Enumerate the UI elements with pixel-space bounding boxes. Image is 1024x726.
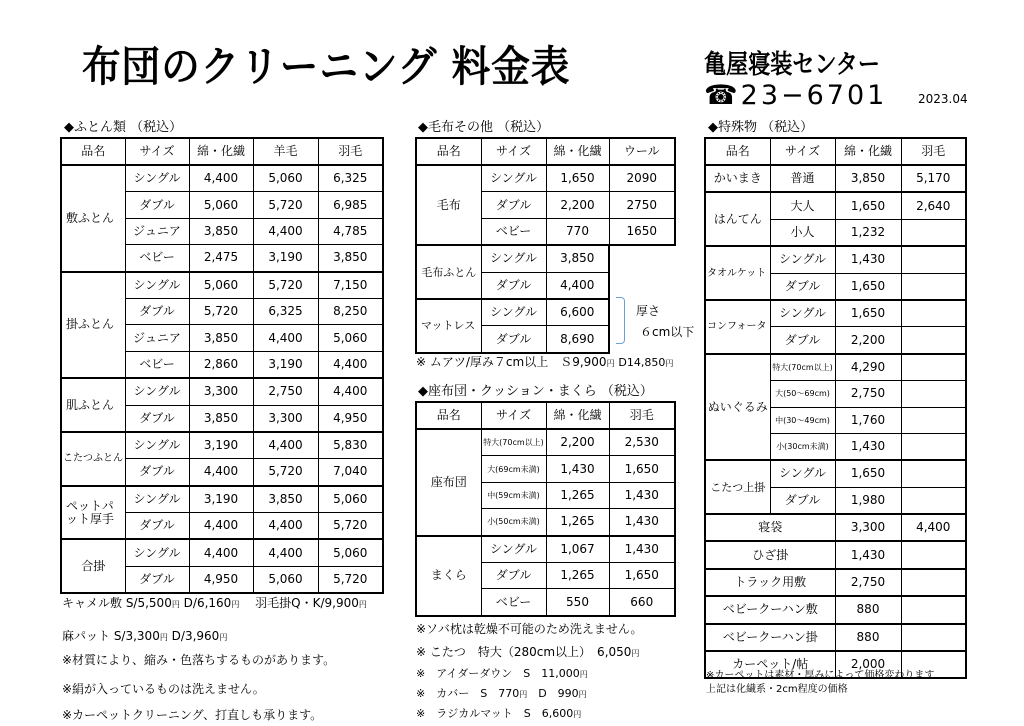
table-row <box>416 245 675 272</box>
price-cell: 2,200 <box>835 327 901 354</box>
table-row <box>61 539 383 566</box>
size-cell: ベビー <box>125 245 189 272</box>
price-cell: 4,785 <box>318 218 383 244</box>
item-name: 座布団 <box>416 429 481 536</box>
price-cell: 4,400 <box>189 165 253 192</box>
price-cell: 1,650 <box>835 460 901 487</box>
size-cell: 大人 <box>770 192 835 219</box>
item-name: ぬいぐるみ <box>705 354 770 461</box>
price-cell: 5,720 <box>318 566 383 593</box>
size-cell: シングル <box>125 486 189 513</box>
price-cell: 770 <box>546 218 609 245</box>
price-cell: 3,300 <box>835 514 901 541</box>
price-cell: 1650 <box>609 218 675 245</box>
size-cell: シングル <box>481 245 546 272</box>
size-cell: ダブル <box>125 192 189 218</box>
thickness-value: ６cm以下 <box>640 325 695 339</box>
header-cell: サイズ <box>481 138 546 165</box>
camel-note <box>62 594 367 611</box>
table-row <box>705 569 966 596</box>
price-cell: 3,300 <box>253 405 318 432</box>
zabuton-heading: ◆座布団・クッション・まくら （税込） <box>418 384 653 399</box>
size-cell: シングル <box>125 539 189 566</box>
header-cell: 羽毛 <box>609 402 675 429</box>
empty-cell <box>901 381 966 407</box>
header-cell: サイズ <box>481 402 546 429</box>
size-cell: 小(50cm未満) <box>481 509 546 536</box>
thickness-label: 厚さ <box>636 304 661 318</box>
price-cell: 3,850 <box>189 405 253 432</box>
price-cell: 3,850 <box>253 486 318 513</box>
table-header-row <box>61 138 383 165</box>
price-cell: 550 <box>546 589 609 616</box>
price-cell: 1,430 <box>609 482 675 508</box>
price-cell: 660 <box>609 589 675 616</box>
price-cell: 2,530 <box>609 429 675 456</box>
size-cell: シングル <box>481 536 546 563</box>
item-name: まくら <box>416 536 481 616</box>
empty-cell <box>901 246 966 273</box>
phone-number <box>704 80 887 111</box>
eiderdown-text: ※ アイダーダウン S 11,000 <box>416 667 580 680</box>
price-cell: 880 <box>835 596 901 623</box>
table-row <box>416 429 675 456</box>
price-cell: 1,430 <box>546 456 609 482</box>
cover-d: D 990 <box>538 687 579 700</box>
header-cell: サイズ <box>770 138 835 165</box>
size-cell: 大(50〜69cm) <box>770 381 835 407</box>
note-eiderdown <box>416 665 588 681</box>
price-cell: 5,720 <box>253 459 318 486</box>
size-cell: シングル <box>481 165 546 192</box>
price-cell <box>901 569 966 596</box>
table-row <box>61 486 383 513</box>
price-cell: 4,400 <box>253 513 318 540</box>
price-cell: 4,290 <box>835 354 901 381</box>
camel-d: D/6,160 <box>183 596 232 610</box>
price-cell: 1,650 <box>835 192 901 219</box>
table-row <box>705 514 966 541</box>
price-cell: 5,060 <box>318 539 383 566</box>
item-name: マットレス <box>416 299 481 353</box>
note-cover <box>416 685 587 701</box>
price-cell <box>901 624 966 651</box>
price-cell: 2,750 <box>835 381 901 407</box>
header-cell: ウール <box>609 138 675 165</box>
yen-mark: 円 <box>665 359 674 368</box>
price-cell: 2,000 <box>835 651 901 678</box>
price-cell <box>901 541 966 568</box>
item-name: 敷ふとん <box>61 165 125 272</box>
price-cell: 2750 <box>609 192 675 218</box>
price-cell: 1,430 <box>835 541 901 568</box>
table-row <box>705 192 966 219</box>
price-cell: 4,400 <box>253 325 318 351</box>
size-cell: シングル <box>481 299 546 326</box>
kotatsu-text: ※ こたつ 特大（280cm以上） 6,050 <box>416 645 632 659</box>
special-heading: ◆特殊物 （税込） <box>708 120 814 135</box>
yen-mark: 円 <box>171 600 180 609</box>
empty-cell <box>901 433 966 460</box>
price-cell: 5,060 <box>318 325 383 351</box>
table-header-row <box>416 138 675 165</box>
table-row <box>705 541 966 568</box>
price-cell: 1,650 <box>835 300 901 327</box>
table-row <box>705 354 966 381</box>
size-cell: ジュニア <box>125 218 189 244</box>
price-cell: 4,400 <box>318 351 383 378</box>
size-cell: ベビー <box>481 589 546 616</box>
price-cell: 2,860 <box>189 351 253 378</box>
price-cell <box>901 219 966 246</box>
price-cell: 1,265 <box>546 482 609 508</box>
price-cell: 5,720 <box>318 513 383 540</box>
hanemo-note: 羽毛掛Q・K/9,900 <box>255 596 359 610</box>
phone-text: 23−6701 <box>740 80 888 111</box>
table-header-row <box>416 402 675 429</box>
item-name: カーペット/帖 <box>705 651 835 678</box>
price-cell: 4,400 <box>546 272 609 299</box>
price-cell: 2,640 <box>901 192 966 219</box>
note-kotatsu <box>416 643 639 660</box>
radical-text: ※ ラジカルマット S 6,600 <box>416 707 574 720</box>
carpet-note-2: 上記は化繊系・2cm程度の価格 <box>706 684 848 695</box>
camel-s: キャメル敷 S/5,500 <box>62 596 172 610</box>
table-header-row <box>705 138 966 165</box>
price-cell: 1,265 <box>546 509 609 536</box>
size-cell: 小人 <box>770 219 835 246</box>
yen-mark: 円 <box>519 690 528 699</box>
size-cell: ダブル <box>125 298 189 324</box>
price-cell: 8,690 <box>546 326 609 353</box>
price-cell: 4,400 <box>253 432 318 459</box>
price-cell: 1,067 <box>546 536 609 563</box>
mouton-note <box>416 353 673 370</box>
table-row <box>61 432 383 459</box>
blanket-heading: ◆毛布その他 （税込） <box>418 120 550 135</box>
price-cell <box>901 596 966 623</box>
price-cell: 1,650 <box>835 273 901 300</box>
price-cell: 3,850 <box>318 245 383 272</box>
item-name: ベビークーハン敷 <box>705 596 835 623</box>
item-name: かいまき <box>705 165 770 192</box>
price-cell: 6,325 <box>318 165 383 192</box>
asa-note <box>62 627 227 644</box>
note-shrink: ※材質により、縮み・色落ちするものがあります。 <box>62 653 336 667</box>
item-name: トラック用敷 <box>705 569 835 596</box>
yen-mark: 円 <box>606 359 615 368</box>
note-soba: ※ソバ枕は乾燥不可能のため洗えません。 <box>416 622 643 636</box>
size-cell: 特大(70cm以上) <box>770 354 835 381</box>
price-cell: 3,190 <box>189 432 253 459</box>
futon-heading: ◆ふとん類 （税込） <box>64 120 183 135</box>
price-cell: 3,190 <box>253 245 318 272</box>
table-row <box>705 596 966 623</box>
price-cell: 5,060 <box>253 566 318 593</box>
price-cell: 4,400 <box>318 378 383 405</box>
yen-mark: 円 <box>573 710 582 719</box>
size-cell: ダブル <box>770 487 835 514</box>
price-cell: 4,400 <box>901 514 966 541</box>
table-row <box>61 272 383 299</box>
price-cell: 3,850 <box>546 245 609 272</box>
item-name: こたつふとん <box>61 432 125 486</box>
table-row <box>61 165 383 192</box>
futon-price-table <box>60 137 384 594</box>
price-cell: 3,850 <box>189 218 253 244</box>
size-cell: シングル <box>125 378 189 405</box>
price-cell: 2,750 <box>253 378 318 405</box>
phone-icon: ☎ <box>704 80 741 111</box>
size-cell: ダブル <box>481 272 546 299</box>
table-row <box>61 378 383 405</box>
price-cell: 5,060 <box>253 165 318 192</box>
table-row <box>416 536 675 563</box>
yen-mark: 円 <box>631 649 640 658</box>
price-cell: 2,200 <box>546 192 609 218</box>
size-cell: シングル <box>770 460 835 487</box>
table-row <box>416 165 675 192</box>
empty-cell <box>901 407 966 433</box>
item-name: コンフォータ <box>705 300 770 354</box>
size-cell: シングル <box>125 165 189 192</box>
price-cell: 1,980 <box>835 487 901 514</box>
header-cell: サイズ <box>125 138 189 165</box>
item-name: 毛布 <box>416 165 481 245</box>
asa-s: 麻パット S/3,300 <box>62 629 160 643</box>
note-carpet: ※カーペットクリーニング、打直しも承ります。 <box>62 708 323 722</box>
price-cell: 4,950 <box>189 566 253 593</box>
table-row <box>705 624 966 651</box>
price-cell: 5,720 <box>253 192 318 218</box>
empty-cell <box>901 273 966 300</box>
header-cell: 品名 <box>705 138 770 165</box>
header-cell: 綿・化繊 <box>835 138 901 165</box>
size-cell: 小(30cm未満) <box>770 433 835 460</box>
price-cell: 1,650 <box>609 456 675 482</box>
size-cell: ベビー <box>481 218 546 245</box>
price-cell: 1,430 <box>835 246 901 273</box>
item-name: タオルケット <box>705 246 770 300</box>
price-cell: 2,200 <box>546 429 609 456</box>
zabuton-price-table <box>415 401 676 617</box>
item-name: 肌ふとん <box>61 378 125 432</box>
item-name: 毛布ふとん <box>416 245 481 299</box>
empty-cell <box>901 300 966 327</box>
size-cell: ジュニア <box>125 325 189 351</box>
price-cell: 4,950 <box>318 405 383 432</box>
price-cell: 7,150 <box>318 272 383 299</box>
price-cell: 7,040 <box>318 459 383 486</box>
header-cell: 綿・化繊 <box>546 138 609 165</box>
empty-cell <box>901 327 966 354</box>
size-cell: シングル <box>125 272 189 299</box>
asa-d: D/3,960 <box>171 629 220 643</box>
size-cell: ベビー <box>125 351 189 378</box>
price-cell: 5,060 <box>189 192 253 218</box>
item-name: 掛ふとん <box>61 272 125 379</box>
price-cell: 2090 <box>609 165 675 192</box>
price-cell: 3,190 <box>189 486 253 513</box>
yen-mark: 円 <box>219 633 228 642</box>
header-cell: 羽毛 <box>901 138 966 165</box>
size-cell: ダブル <box>481 562 546 588</box>
size-cell: シングル <box>770 300 835 327</box>
price-cell: 1,265 <box>546 562 609 588</box>
price-cell: 4,400 <box>189 539 253 566</box>
size-cell: 特大(70cm以上) <box>481 429 546 456</box>
price-cell: 3,190 <box>253 351 318 378</box>
price-cell: 6,985 <box>318 192 383 218</box>
size-cell: シングル <box>125 432 189 459</box>
size-cell: ダブル <box>125 566 189 593</box>
header-cell: 羽毛 <box>318 138 383 165</box>
empty-cell <box>901 460 966 487</box>
price-cell: 3,850 <box>189 325 253 351</box>
price-cell: 5,720 <box>253 272 318 299</box>
cover-s: ※ カバー S 770 <box>416 687 520 700</box>
size-cell: 中(30〜49cm) <box>770 407 835 433</box>
table-row <box>705 246 966 273</box>
price-cell: 6,600 <box>546 299 609 326</box>
price-cell: 5,170 <box>901 165 966 192</box>
yen-mark: 円 <box>159 633 168 642</box>
price-cell: 4,400 <box>253 218 318 244</box>
item-name: ひざ掛 <box>705 541 835 568</box>
note-silk: ※絹が入っているものは洗えません。 <box>62 682 265 696</box>
mouton-s: ※ ムアツ/厚み７cm以上 Ｓ9,900 <box>416 355 607 369</box>
price-cell: 8,250 <box>318 298 383 324</box>
special-price-table <box>704 137 967 679</box>
header-cell: 綿・化繊 <box>189 138 253 165</box>
table-row <box>705 460 966 487</box>
price-cell: 4,400 <box>253 539 318 566</box>
price-cell: 5,060 <box>189 272 253 299</box>
item-name: 合掛 <box>61 539 125 593</box>
empty-cell <box>901 354 966 381</box>
size-cell: シングル <box>770 246 835 273</box>
yen-mark: 円 <box>578 690 587 699</box>
table-row <box>705 165 966 192</box>
company-name: 亀屋寝装センター <box>704 50 880 80</box>
thickness-bracket <box>616 297 625 344</box>
carpet-note: ※カーペットは素材・厚みによって価格変わります <box>706 670 935 681</box>
page-title: 布団のクリーニング 料金表 <box>82 42 571 91</box>
item-name: はんてん <box>705 192 770 246</box>
table-row <box>705 300 966 327</box>
price-cell: 1,650 <box>609 562 675 588</box>
price-cell: 2,750 <box>835 569 901 596</box>
size-cell: ダブル <box>125 405 189 432</box>
size-cell: 普通 <box>770 165 835 192</box>
header-cell: 羊毛 <box>253 138 318 165</box>
empty-cell <box>901 487 966 514</box>
item-name: ペットパット厚手 <box>61 486 125 540</box>
price-cell: 4,400 <box>189 513 253 540</box>
size-cell: ダブル <box>125 459 189 486</box>
revision-date: 2023.04 <box>918 92 968 106</box>
item-name: こたつ上掛 <box>705 460 770 514</box>
size-cell: 中(59cm未満) <box>481 482 546 508</box>
size-cell: ダブル <box>481 192 546 218</box>
price-cell: 5,060 <box>318 486 383 513</box>
price-cell: 3,850 <box>835 165 901 192</box>
price-cell: 5,830 <box>318 432 383 459</box>
item-name: ベビークーハン掛 <box>705 624 835 651</box>
header-cell: 綿・化繊 <box>546 402 609 429</box>
price-cell: 1,430 <box>835 433 901 460</box>
size-cell: 大(69cm未満) <box>481 456 546 482</box>
size-cell: ダブル <box>770 327 835 354</box>
price-cell: 880 <box>835 624 901 651</box>
empty-cell <box>609 245 675 272</box>
price-cell: 2,475 <box>189 245 253 272</box>
price-cell: 1,430 <box>609 536 675 563</box>
price-cell: 5,720 <box>189 298 253 324</box>
header-cell: 品名 <box>416 402 481 429</box>
mouton-d: D14,850 <box>618 356 666 369</box>
empty-cell <box>609 272 675 299</box>
header-cell: 品名 <box>416 138 481 165</box>
yen-mark: 円 <box>579 670 588 679</box>
note-radical <box>416 705 581 721</box>
price-cell: 6,325 <box>253 298 318 324</box>
price-cell: 1,760 <box>835 407 901 433</box>
yen-mark: 円 <box>358 600 367 609</box>
yen-mark: 円 <box>231 600 240 609</box>
item-name: 寝袋 <box>705 514 835 541</box>
size-cell: ダブル <box>770 273 835 300</box>
price-cell: 1,430 <box>609 509 675 536</box>
size-cell: ダブル <box>481 326 546 353</box>
price-cell: 1,232 <box>835 219 901 246</box>
blanket-price-table <box>415 137 676 354</box>
price-cell: 4,400 <box>189 459 253 486</box>
header-cell: 品名 <box>61 138 125 165</box>
price-cell: 1,650 <box>546 165 609 192</box>
size-cell: ダブル <box>125 513 189 540</box>
price-cell: 3,300 <box>189 378 253 405</box>
